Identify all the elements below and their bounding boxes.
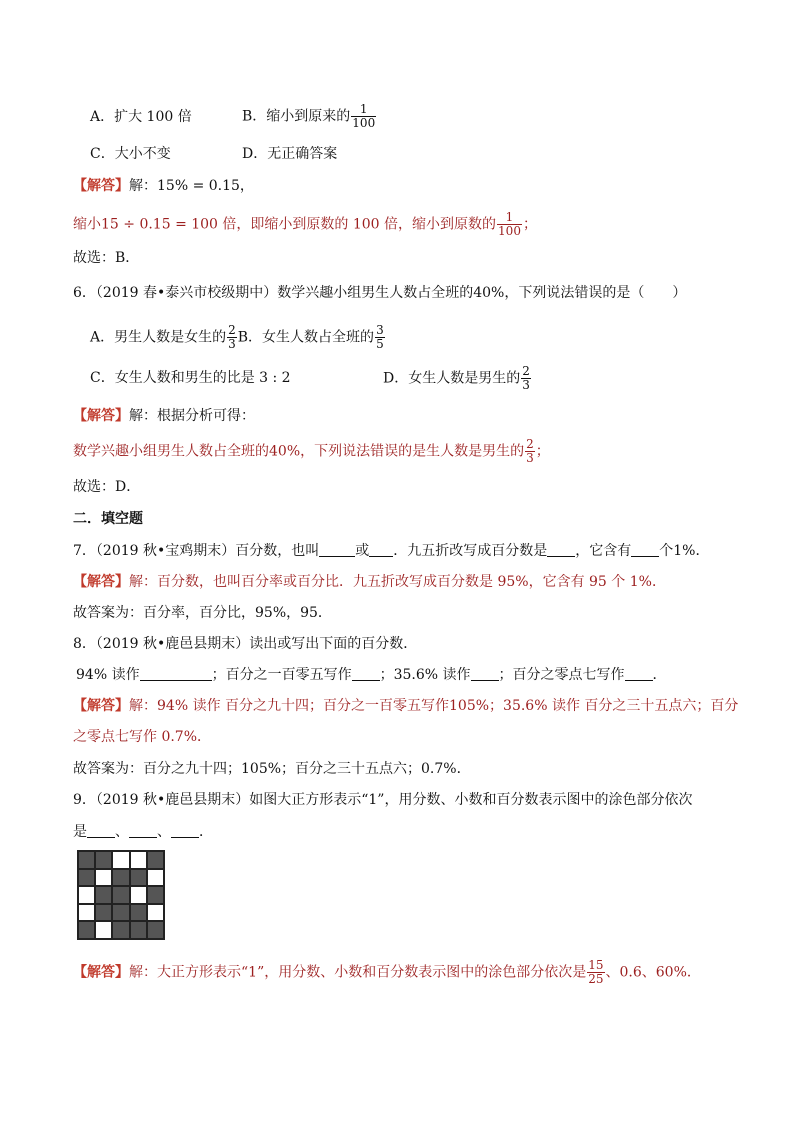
answer-blank: [129, 823, 157, 838]
fraction: $\frac{2}{3}$: [228, 323, 236, 351]
grid-cell-shaded: [130, 921, 147, 939]
grid-cell-shaded: [112, 869, 129, 887]
q8-answer-line2: 之零点七写作 0.7%．: [73, 729, 212, 745]
shaded-square-grid: [77, 850, 165, 940]
q6-option-a-b: A．男生人数是女生的 $\frac{2}{3}$ B．女生人数占全班的 $\frac{3}{5}$: [90, 323, 384, 351]
answer-blank: [369, 542, 393, 557]
q9-stem-line2: 是 、 、 ．: [73, 824, 213, 840]
q6-choice: 故选：D．: [73, 479, 141, 495]
q6-option-d: D．女生人数是男生的 $\frac{2}{3}$: [383, 364, 530, 392]
grid-cell-shaded: [130, 869, 147, 887]
grid-cell-shaded: [78, 851, 95, 869]
grid-cell-blank: [130, 851, 147, 869]
fraction: $\frac{1}{100}$: [498, 210, 521, 238]
grid-cell-shaded: [112, 921, 129, 939]
fraction: $\frac{2}{3}$: [526, 437, 534, 465]
grid-cell-shaded: [78, 921, 95, 939]
answer-blank: [547, 542, 575, 557]
q8-line: 94% 读作 ；百分之一百零五写作 ；35.6% 读作 ；百分之零点七写作 ．: [76, 667, 667, 683]
section-title: 二．填空题: [73, 511, 143, 527]
answer-blank: [319, 542, 355, 557]
grid-cell-shaded: [130, 904, 147, 922]
q7-answer: 【解答】解：百分数，也叫百分率或百分比．九五折改写成百分数是 95%，它含有 95 个 1%．: [73, 574, 666, 590]
q9-stem-line1: 9．（2019 秋•鹿邑县期末）如图大正方形表示“1”，用分数、小数和百分数表示图中的涂色部分依次: [73, 792, 693, 808]
q5-option-b: B．缩小到原来的 $\frac{1}{100}$: [242, 102, 376, 130]
q5-answer-line1: 【解答】解：15% = 0.15，: [73, 178, 254, 194]
grid-cell-shaded: [95, 851, 112, 869]
grid-cell-blank: [95, 869, 112, 887]
grid-cell-blank: [78, 886, 95, 904]
answer-blank: [631, 542, 659, 557]
grid-cell-blank: [112, 851, 129, 869]
grid-cell-shaded: [78, 869, 95, 887]
answer-blank: [471, 666, 499, 681]
q7-stem: 7．（2019 秋•宝鸡期末）百分数，也叫 或 ．九五折改写成百分数是 ，它含有 个1%．: [73, 543, 710, 559]
grid-cell-blank: [147, 904, 164, 922]
grid-cell-blank: [95, 921, 112, 939]
answer-blank: [171, 823, 199, 838]
q5-option-d: D．无正确答案: [242, 146, 338, 162]
grid-cell-shaded: [112, 886, 129, 904]
grid-cell-shaded: [147, 851, 164, 869]
q8-stem: 8．（2019 秋•鹿邑县期末）读出或写出下面的百分数．: [73, 636, 418, 652]
answer-blank: [625, 666, 653, 681]
q6-option-c: C．女生人数和男生的比是 3 : 2: [90, 370, 291, 386]
q9-answer: 【解答】解：大正方形表示“1”，用分数、小数和百分数表示图中的涂色部分依次是 $\frac{15}{25}$ 、0.6、60%．: [73, 958, 701, 986]
grid-cell-blank: [130, 886, 147, 904]
fraction: $\frac{15}{25}$: [588, 958, 604, 986]
q6-stem: 6．（2019 春•泰兴市校级期中）数学兴趣小组男生人数占全班的40%，下列说法错误的是（ ）: [73, 285, 687, 301]
grid-cell-shaded: [95, 886, 112, 904]
answer-blank: [352, 666, 380, 681]
grid-cell-shaded: [95, 904, 112, 922]
q5-choice: 故选：B．: [73, 250, 140, 266]
q6-answer-line2: 数学兴趣小组男生人数占全班的40%，下列说法错误的是生人数是男生的 $\frac{2}{3}$ ；: [73, 437, 550, 465]
q8-final: 故答案为：百分之九十四；105%；百分之三十五点六；0.7%．: [73, 761, 471, 777]
grid-cell-shaded: [147, 921, 164, 939]
q6-answer-line1: 【解答】解：根据分析可得：: [73, 408, 255, 424]
fraction: $\frac{1}{100}$: [352, 102, 376, 130]
grid-cell-shaded: [147, 886, 164, 904]
q5-option-c: C．大小不变: [90, 146, 171, 162]
grid-cell-blank: [78, 904, 95, 922]
grid-cell-shaded: [112, 904, 129, 922]
q5-option-a: A．扩大 100 倍: [90, 109, 192, 125]
q8-answer-line1: 【解答】解：94% 读作 百分之九十四；百分之一百零五写作105%；35.6% 读作 百分之三十五点六；百分: [73, 698, 739, 714]
fraction: $\frac{2}{3}$: [522, 364, 530, 392]
q7-final: 故答案为：百分率，百分比，95%，95．: [73, 605, 332, 621]
grid-cell-blank: [147, 869, 164, 887]
fraction: $\frac{3}{5}$: [376, 323, 384, 351]
answer-blank: [140, 666, 212, 681]
answer-blank: [87, 823, 115, 838]
q5-answer-line2: 缩小15 ÷ 0.15 = 100 倍，即缩小到原数的 100 倍，缩小到原数的 $\frac{1}{100}$ ；: [73, 210, 537, 238]
